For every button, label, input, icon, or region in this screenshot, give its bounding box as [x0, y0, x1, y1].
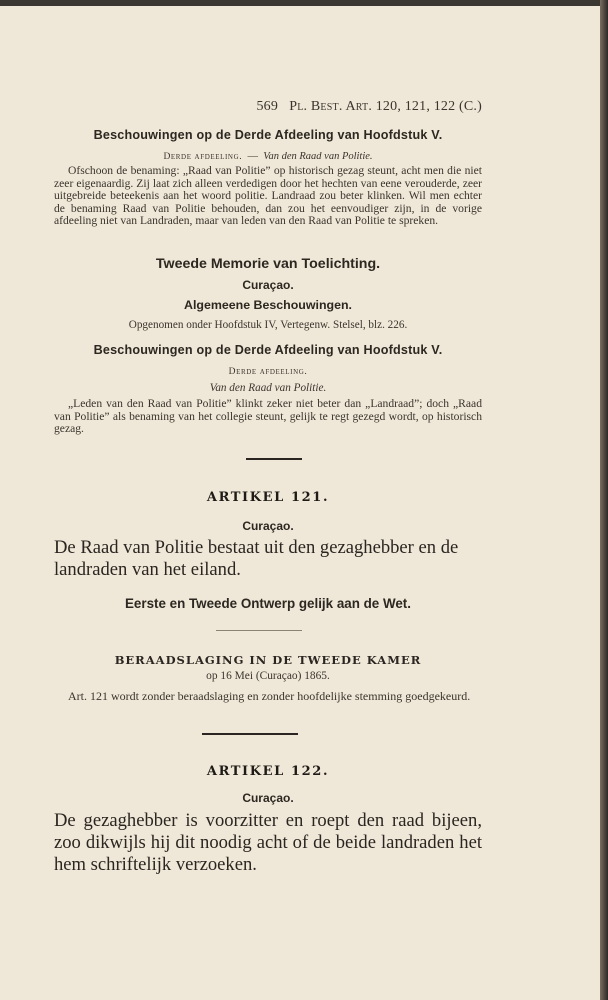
running-title: Pl. Best. Art. 120, 121, 122 (C.): [289, 99, 482, 114]
beraadslaging-divider-rule: [216, 630, 302, 631]
section3-subhead-title: Van den Raad van Politie.: [209, 382, 327, 394]
section1-subhead: [54, 151, 482, 162]
book-spine-edge: [600, 0, 608, 1000]
running-header: [256, 99, 482, 115]
artikel121-title: ARTIKEL 121.: [206, 490, 330, 505]
section2-note: Opgenomen onder Hoofdstuk IV, Vertegenw. Stelsel, blz. 226.: [128, 319, 408, 331]
artikel122-text: De gezaghebber is voorzitter en roept den raad bijeen, zoo dikwijls hij dit noodig acht of de beide landraden het hem schriftelijk verzoeken.: [54, 810, 482, 875]
artikel122-place: Curaçao.: [242, 791, 294, 805]
section1-paragraph: Ofschoon de benaming: „Raad van Politie” op historisch gezag steunt, acht men die niet zeer eigenaardig. Zij laat zich alleen verdedigen door het hechten van eene verouderde, zeer uitgebreide beteekenis aan het woord politie. Landraad zou beter klinken. Wil men echter de benaming Raad van Politie behouden, dan zou het eenvoudiger zijn, in de vorige afdeeling niet van Landraden, maar van leden van den Raad van Politie te spreken.: [54, 164, 482, 228]
artikel122-divider-rule: [202, 733, 298, 735]
section2-place: Curaçao.: [242, 278, 294, 292]
section2-title: Tweede Memorie van Toelichting.: [155, 256, 381, 272]
artikel121-note: Eerste en Tweede Ontwerp gelijk aan de Wet.: [124, 596, 411, 611]
section3-subhead-label-line: [54, 366, 482, 377]
artikel122-title: ARTIKEL 122.: [206, 764, 330, 779]
artikel121-text: De Raad van Politie bestaat uit den gezaghebber en de landraden van het eiland.: [54, 537, 459, 580]
section3-title: Beschouwingen op de Derde Afdeeling van Hoofdstuk V.: [93, 343, 443, 357]
section3-subhead-title-line: [54, 382, 482, 394]
section3-paragraph: „Leden van den Raad van Politie” klinkt zeker niet beter dan „Landraad”; doch „Raad van Politie” als benaming van het collegie steunt, gelijk te regt gezegd wordt, op historisch gezag.: [54, 397, 482, 436]
beraadslaging-title: BERAADSLAGING IN DE TWEEDE KAMER: [114, 653, 422, 667]
beraadslaging-date: op 16 Mei (Curaçao) 1865.: [206, 670, 330, 682]
beraadslaging-paragraph: Art. 121 wordt zonder beraadslaging en zonder hoofdelijke stemming goedgekeurd.: [68, 689, 471, 703]
section2-subtitle: Algemeene Beschouwingen.: [184, 298, 352, 312]
section1-subhead-dash: —: [247, 151, 258, 162]
section1-subhead-title: Van den Raad van Politie.: [263, 151, 373, 162]
book-page: [0, 6, 600, 1000]
section1-title: Beschouwingen op de Derde Afdeeling van Hoofdstuk V.: [93, 128, 443, 142]
artikel121-place: Curaçao.: [242, 519, 294, 533]
section3-subhead-label: Derde afdeeling.: [228, 367, 308, 377]
page-number: 569: [256, 99, 279, 114]
section1-subhead-label: Derde afdeeling.: [163, 152, 243, 162]
section-divider-rule: [246, 458, 302, 460]
